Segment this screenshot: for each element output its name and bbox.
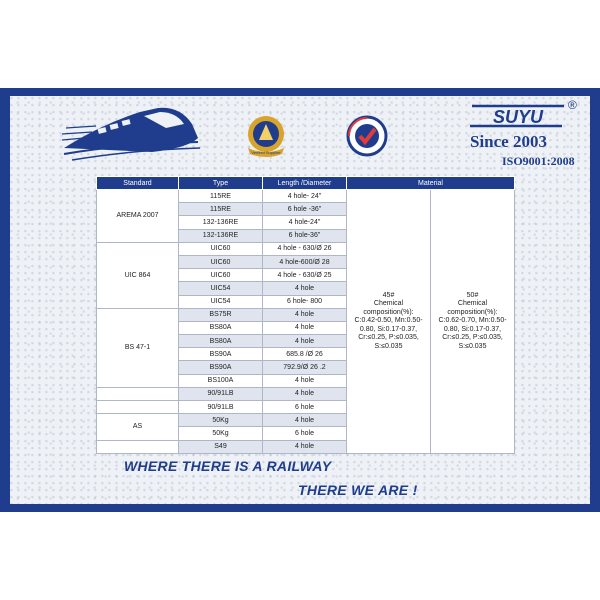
material-line: S:≤0.035	[458, 342, 487, 350]
registered-mark: ®	[568, 98, 577, 112]
material-line: Chemical	[457, 300, 488, 308]
cell-length: 6 hole-36"	[263, 229, 347, 242]
cell-length: 4 hole - 630/Ø 25	[263, 269, 347, 282]
table-header-row	[97, 177, 515, 190]
cell-length: 685.8 /Ø 26	[263, 348, 347, 361]
cell-type: 132-136RE	[179, 216, 263, 229]
cell-type: 90/91LB	[179, 401, 263, 414]
material-line: composition(%):	[363, 308, 414, 316]
suyu-logo	[462, 100, 582, 170]
header	[10, 96, 590, 174]
cell-length: 4 hole	[263, 414, 347, 427]
cell-type: UIC60	[179, 242, 263, 255]
material-line: composition(%):	[447, 308, 498, 316]
cell-length: 6 hole	[263, 427, 347, 440]
cell-type: BS100A	[179, 374, 263, 387]
cell-type: UIC60	[179, 255, 263, 268]
cell-type: BS75R	[179, 308, 263, 321]
cell-length: 792.9/Ø 26 .2	[263, 361, 347, 374]
cell-type: 50Kg	[179, 414, 263, 427]
header-standard: Standard	[97, 177, 179, 190]
cell-type: 115RE	[179, 190, 263, 203]
slogan-line-2: THERE WE ARE !	[298, 482, 418, 498]
cell-standard	[97, 440, 179, 453]
cell-length: 6 hole	[263, 401, 347, 414]
certification-seal-icon	[344, 114, 390, 160]
material-line: C:0.42-0.50, Mn:0.50-	[354, 317, 423, 325]
cell-length: 4 hole	[263, 440, 347, 453]
table-row	[97, 190, 515, 203]
specification-table	[96, 176, 515, 454]
cell-length: 4 hole	[263, 374, 347, 387]
cell-length: 4 hole-600/Ø 28	[263, 255, 347, 268]
cell-type: UIC60	[179, 269, 263, 282]
cell-standard: UIC 864	[97, 242, 179, 308]
cell-length: 4 hole	[263, 282, 347, 295]
cell-length: 4 hole-24"	[263, 216, 347, 229]
cell-length: 4 hole	[263, 335, 347, 348]
cell-standard: AREMA 2007	[97, 190, 179, 243]
cell-type: 50Kg	[179, 427, 263, 440]
cell-length: 4 hole	[263, 387, 347, 400]
cell-standard	[97, 387, 179, 400]
cell-length: 6 hole- 800	[263, 295, 347, 308]
cell-length: 4 hole - 630/Ø 26	[263, 242, 347, 255]
material-line: 45#	[382, 291, 395, 299]
cell-length: 4 hole	[263, 308, 347, 321]
cell-type: S49	[179, 440, 263, 453]
header-material: Material	[347, 177, 515, 190]
suyu-logo-icon	[468, 100, 568, 130]
cell-standard: BS 47-1	[97, 308, 179, 387]
verified-supplier-badge-icon	[242, 114, 290, 160]
svg-text:SUYU: SUYU	[492, 107, 544, 127]
material-line: Chemical	[373, 300, 404, 308]
cell-material-45	[347, 190, 431, 454]
cell-type: BS90A	[179, 361, 263, 374]
cell-standard	[97, 401, 179, 414]
cell-standard: AS	[97, 414, 179, 440]
cell-material-50	[431, 190, 515, 454]
cell-type: UIC54	[179, 282, 263, 295]
material-line: S:≤0.035	[374, 342, 403, 350]
material-line: 50#	[466, 291, 479, 299]
header-length: Length /Diameter	[263, 177, 347, 190]
material-line: C:0.62-0.70, Mn:0.50-	[438, 317, 507, 325]
cell-type: 132-136RE	[179, 229, 263, 242]
material-line: 0.80, Si:0.17-0.37,	[359, 325, 418, 333]
material-line: 0.80, Si:0.17-0.37,	[443, 325, 502, 333]
since-year: Since 2003	[470, 132, 547, 151]
slogan-line-1: WHERE THERE IS A RAILWAY	[124, 458, 332, 474]
cell-length: 4 hole	[263, 321, 347, 334]
cell-type: 115RE	[179, 203, 263, 216]
cell-length: 6 hole -36"	[263, 203, 347, 216]
material-line: Cr:≤0.25, P:≤0.035,	[442, 334, 503, 342]
train-icon	[62, 104, 202, 166]
cell-type: BS80A	[179, 335, 263, 348]
cell-length: 4 hole- 24"	[263, 190, 347, 203]
svg-text:Verified Supplier: Verified Supplier	[251, 150, 281, 155]
material-line: Cr:≤0.25, P:≤0.035,	[358, 334, 419, 342]
cell-type: UIC54	[179, 295, 263, 308]
cell-type: BS80A	[179, 321, 263, 334]
cell-type: 90/91LB	[179, 387, 263, 400]
header-type: Type	[179, 177, 263, 190]
iso-certification: ISO9001:2008	[502, 154, 575, 168]
cell-type: BS90A	[179, 348, 263, 361]
